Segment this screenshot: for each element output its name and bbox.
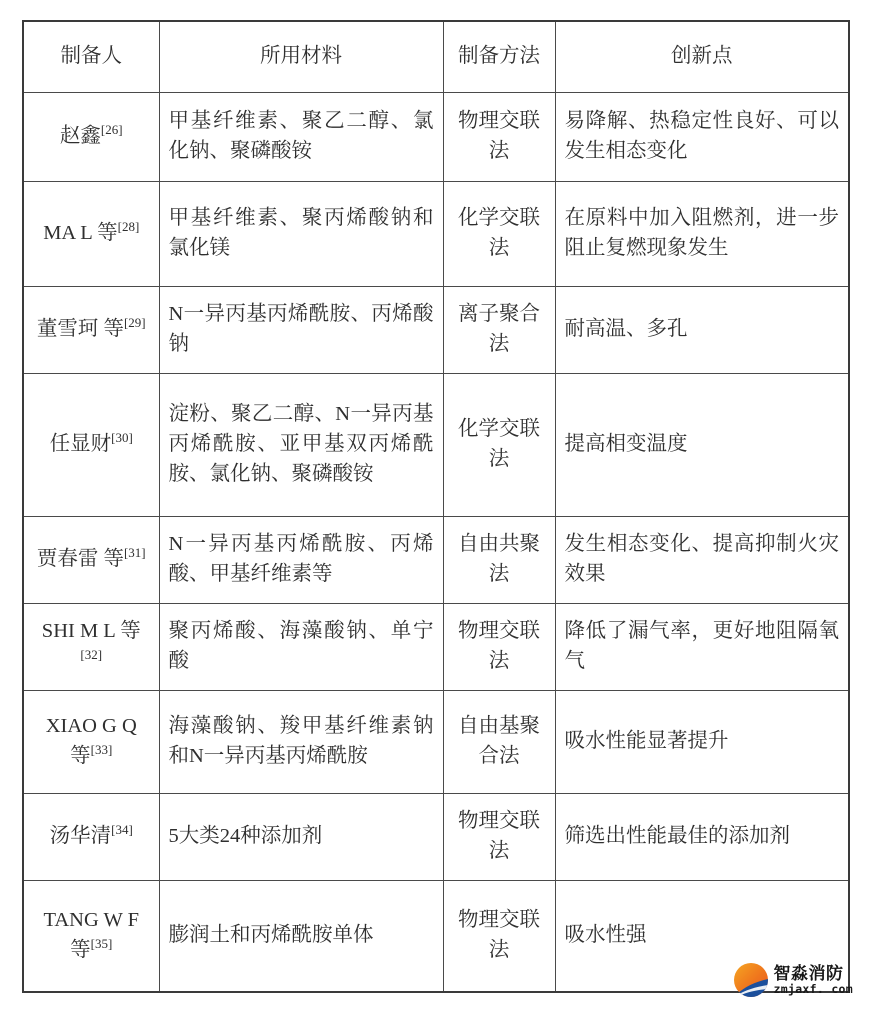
reference-marker: [31] <box>123 545 146 561</box>
reference-marker: [30] <box>111 430 133 446</box>
cell-material: 淀粉、聚乙二醇、N一异丙基丙烯酰胺、亚甲基双丙烯酰胺、氯化钠、聚磷酸铵 <box>159 374 443 517</box>
watermark-brand: 智淼消防 <box>773 964 844 984</box>
reference-marker: [32] <box>80 647 103 663</box>
person-name: 董雪珂 等 <box>36 318 124 341</box>
table-header <box>23 21 849 93</box>
table-row <box>23 881 849 993</box>
cell-method: 化学交联法 <box>443 182 555 287</box>
person-name: 任显财 <box>49 433 112 456</box>
cell-method: 化学交联法 <box>443 374 555 517</box>
cell-innovation: 吸水性强 <box>555 881 849 993</box>
table-row <box>23 517 849 604</box>
cell-person <box>23 517 159 604</box>
table-row <box>23 93 849 182</box>
cell-innovation: 降低了漏气率，更好地阻隔氧气 <box>555 604 849 691</box>
reference-marker: [29] <box>123 315 146 331</box>
column-header-material: 所用材料 <box>159 21 443 93</box>
reference-marker: [35] <box>90 936 113 952</box>
table-row <box>23 794 849 881</box>
table-body <box>23 93 849 993</box>
cell-person <box>23 374 159 517</box>
cell-person <box>23 691 159 794</box>
reference-marker: [26] <box>100 122 123 138</box>
table-row <box>23 691 849 794</box>
cell-material: 甲基纤维素、聚丙烯酸钠和氯化镁 <box>159 182 443 287</box>
cell-material: 聚丙烯酸、海藻酸钠、单宁酸 <box>159 604 443 691</box>
table-container <box>22 20 848 993</box>
cell-material: 海藻酸钠、羧甲基纤维素钠和N一异丙基丙烯酰胺 <box>159 691 443 794</box>
cell-material: 5大类24种添加剂 <box>159 794 443 881</box>
person-name: 赵鑫 <box>59 125 101 148</box>
table-row <box>23 374 849 517</box>
cell-innovation: 在原料中加入阻燃剂，进一步阻止复燃现象发生 <box>555 182 849 287</box>
cell-innovation: 筛选出性能最佳的添加剂 <box>555 794 849 881</box>
column-header-method: 制备方法 <box>443 21 555 93</box>
table-row <box>23 182 849 287</box>
cell-innovation: 提高相变温度 <box>555 374 849 517</box>
watermark-url: zmjaxf. com <box>773 981 853 996</box>
cell-person <box>23 604 159 691</box>
cell-material: 膨润土和丙烯酰胺单体 <box>159 881 443 993</box>
person-name: 汤华清 <box>49 825 112 848</box>
person-name: MA L 等 <box>43 222 118 245</box>
cell-person <box>23 182 159 287</box>
table-row <box>23 287 849 374</box>
cell-material: 甲基纤维素、聚乙二醇、氯化钠、聚磷酸铵 <box>159 93 443 182</box>
cell-person <box>23 93 159 182</box>
cell-method: 自由共聚法 <box>443 517 555 604</box>
reference-marker: [33] <box>90 742 113 758</box>
cell-innovation: 吸水性能显著提升 <box>555 691 849 794</box>
person-name: 贾春雷 等 <box>36 548 124 571</box>
cell-method: 离子聚合法 <box>443 287 555 374</box>
reference-marker: [34] <box>111 822 133 838</box>
cell-material: N一异丙基丙烯酰胺、丙烯酸、甲基纤维素等 <box>159 517 443 604</box>
person-name: TANG W F 等 <box>43 909 140 961</box>
cell-innovation: 耐高温、多孔 <box>555 287 849 374</box>
cell-person <box>23 794 159 881</box>
column-header-innovation: 创新点 <box>555 21 849 93</box>
person-name: XIAO G Q 等 <box>45 715 137 767</box>
cell-person <box>23 881 159 993</box>
cell-person <box>23 287 159 374</box>
table-header-row <box>23 21 849 93</box>
cell-method: 物理交联法 <box>443 794 555 881</box>
cell-method: 物理交联法 <box>443 881 555 993</box>
cell-method: 自由基聚合法 <box>443 691 555 794</box>
cell-innovation: 发生相态变化、提高抑制火灾效果 <box>555 517 849 604</box>
cell-method: 物理交联法 <box>443 604 555 691</box>
column-header-person: 制备人 <box>23 21 159 93</box>
preparation-methods-table <box>22 20 850 993</box>
cell-innovation: 易降解、热稳定性良好、可以发生相态变化 <box>555 93 849 182</box>
cell-method: 物理交联法 <box>443 93 555 182</box>
table-row <box>23 604 849 691</box>
reference-marker: [28] <box>117 219 140 235</box>
person-name: SHI M L 等 <box>41 620 141 643</box>
cell-material: N一异丙基丙烯酰胺、丙烯酸钠 <box>159 287 443 374</box>
